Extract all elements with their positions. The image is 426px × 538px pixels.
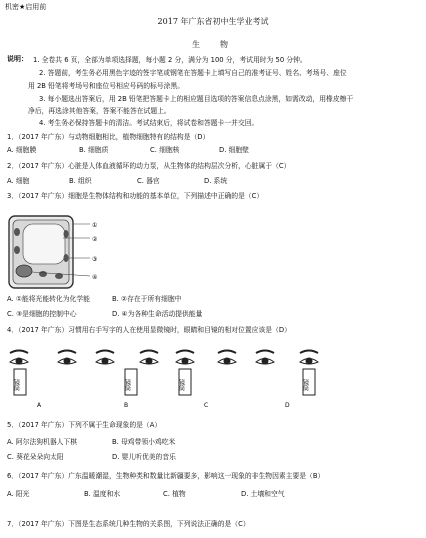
instruction-line: 3. 每小题选出答案后，用 2B 铅笔把答题卡上的相应题目选项的答案信息点涂黑，如需改动，用橡皮檫干 (39, 95, 354, 103)
question-6-option-a: A. 阳光 (7, 490, 30, 498)
question-2-option-d: D. 系统 (204, 177, 228, 185)
question-5-option-a: A. 阿尔法狗机器人下棋 (7, 438, 78, 446)
question-6-stem: 6．（2017 年广东）广东温暖潮湿，生物种类和数量比新疆要多，影响这一现象的非生物因素主要是（B） (7, 472, 325, 480)
question-6-option-d: D. 土壤和空气 (241, 490, 285, 498)
option-d-diagram (256, 351, 318, 410)
question-1-option-a: A. 细胞膜 (7, 146, 37, 154)
cell-label-3: ③ (92, 256, 98, 263)
question-2-option-a: A. 细胞 (7, 177, 30, 185)
instruction-line: 净后，再选涂其他答案，答案不能答在试题上。 (28, 107, 171, 115)
question-6-option-b: B. 温度和水 (84, 490, 121, 498)
cell-label-4: ④ (92, 274, 98, 281)
option-c-diagram (176, 351, 236, 410)
question-1-option-b: B. 细胞质 (79, 146, 109, 154)
question-6-option-c: C. 植物 (163, 490, 186, 498)
instructions-label: 说明： (7, 55, 28, 63)
question-2-option-b: B. 组织 (69, 177, 92, 185)
question-3-option-b: B. ②存在于所有细胞中 (112, 295, 182, 303)
question-3-option-a: A. ①能将光能转化为化学能 (7, 295, 90, 303)
question-5-option-b: B. 母鸡带领小鸡吃米 (112, 438, 176, 446)
question-4-stem: 4．（2017 年广东）习惯用右手写字的人在使用显微镜时，眼睛和目镜的相对位置应该是（D） (7, 326, 291, 334)
cell-drawing (9, 216, 73, 288)
instruction-line: 2. 答题前，考生务必用黑色字迹的签字笔或钢笔在答题卡上填写自己的准考证号、姓名、考场号、座位 (39, 69, 347, 77)
question-3-stem: 3．（2017 年广东）细胞是生物体结构和功能的基本单位，下列描述中正确的是（C） (7, 192, 264, 200)
question-2-option-c: C. 器官 (137, 177, 160, 185)
plant-cell-figure (5, 210, 115, 292)
option-b-letter: B (124, 402, 129, 409)
microscope-eyes-figure (0, 345, 426, 415)
tube-label-c: 镜筒 (177, 379, 185, 391)
option-a-letter: A (37, 402, 42, 409)
exam-title: 2017 年广东省初中生学业考试 (157, 17, 269, 26)
option-b-diagram (96, 351, 158, 410)
exam-subject: 生 物 (192, 40, 234, 49)
question-2-stem: 2．（2017 年广东）心脏是人体血液循环的动力泵，从生物体的结构层次分析，心脏属于（C） (7, 162, 291, 170)
question-3-option-c: C. ③是细胞的控制中心 (7, 310, 77, 318)
cell-label-2: ② (92, 236, 98, 243)
instruction-line: 1. 全卷共 6 页，全部为单项选择题，每小题 2 分，满分为 100 分，考试用时为 50 分钟。 (33, 56, 307, 64)
secret-mark: 机密★启用前 (5, 3, 47, 11)
question-1-option-d: D. 细胞壁 (219, 146, 249, 154)
question-5-stem: 5．（2017 年广东）下列不属于生命现象的是（A） (7, 421, 162, 429)
tube-label-b: 镜筒 (123, 379, 131, 391)
option-a-diagram (10, 351, 76, 410)
question-1-option-c: C. 细胞核 (150, 146, 180, 154)
cell-label-1: ① (92, 222, 98, 229)
option-d-letter: D (285, 402, 290, 409)
tube-label-d: 镜筒 (301, 379, 309, 391)
question-1-stem: 1．（2017 年广东）与动物细胞相比，植物细胞特有的结构是（D） (7, 133, 210, 141)
tube-label-a: 镜筒 (12, 379, 20, 391)
question-5-option-c: C. 葵花朵朵向太阳 (7, 453, 64, 461)
instruction-line: 用 2B 铅笔将考场号和座位号相应号码的标号涂黑。 (28, 82, 185, 90)
question-3-option-d: D. ④为各种生命活动提供能量 (112, 310, 203, 318)
question-5-option-d: D. 婴儿听优美的音乐 (112, 453, 176, 461)
question-7-stem: 7．（2017 年广东）下图是生态系统几种生物的关系图，下列说法正确的是（C） (7, 520, 250, 528)
instruction-line: 4. 考生务必保持答题卡的清洁。考试结束后，将试卷和答题卡一并交回。 (39, 119, 259, 127)
option-c-letter: C (204, 402, 209, 409)
